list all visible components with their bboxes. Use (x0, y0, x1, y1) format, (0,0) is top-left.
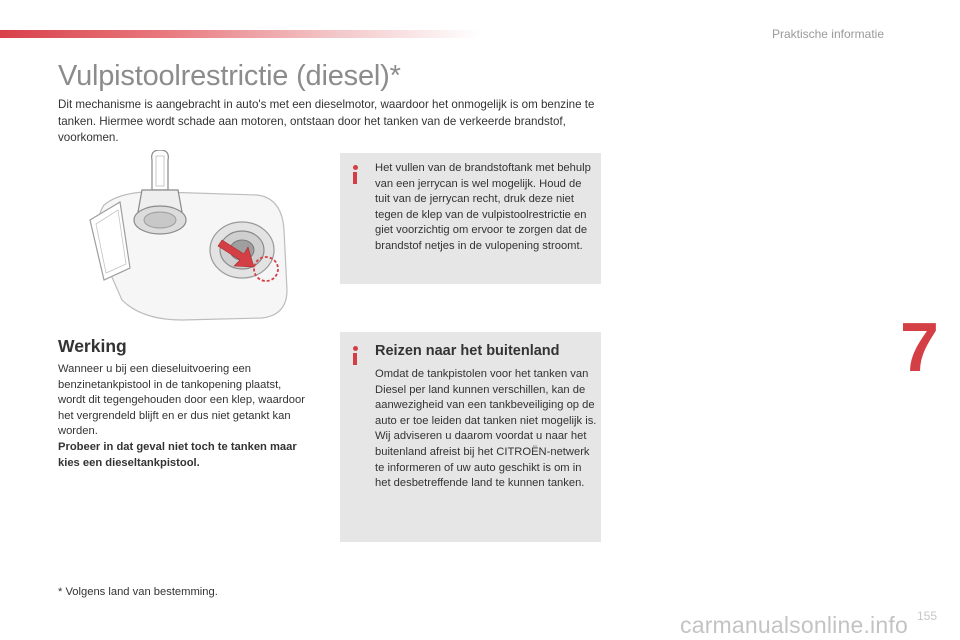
info-icon (350, 165, 360, 185)
footnote: * Volgens land van bestemming. (58, 586, 218, 598)
page-title: Vulpistoolrestrictie (diesel)* (58, 60, 401, 92)
chapter-number: 7 (900, 308, 939, 386)
info-icon (350, 346, 360, 366)
watermark: carmanualsonline.info (680, 612, 908, 638)
info-box-text: Het vullen van de brandstoftank met behulp van een jerrycan is wel mogelijk. Houd de tuit van de jerrycan recht, druk deze niet tegen de klep van de vulpistoolrestrictie en giet voorzichtig om ervoor te zorgen dat de brandstof netjes in de vulopening stroomt. (375, 162, 591, 252)
info-box-abroad (340, 332, 601, 542)
werking-body (58, 362, 308, 471)
info-box-heading: Reizen naar het buitenland (375, 343, 560, 359)
header-accent-bar (0, 30, 480, 38)
werking-heading: Werking (58, 336, 127, 356)
werking-text: Wanneer u bij een dieseluitvoering een benzinetankpistool in de tankopening plaatst, wordt dit tegengehouden door een klep, waardoor het vergrendeld blijft en er dus niet getankt kan worden. (58, 363, 305, 438)
intro-paragraph: Dit mechanisme is aangebracht in auto's met een dieselmotor, waardoor het onmogelijk is om benzine te tanken. Hiermee wordt schade aan motoren, ontstaan door het tanken van de verkeerde brandstof, voorkomen. (58, 98, 595, 144)
fuel-filler-illustration (82, 150, 292, 322)
werking-note: Probeer in dat geval niet toch te tanken maar kies een dieseltankpistool. (58, 440, 297, 469)
info-box-text: Omdat de tankpistolen voor het tanken van Diesel per land kunnen verschillen, kan de aanwezigheid van een tankbeveiliging op de auto er toe leiden dat tanken niet mogelijk is. Wij adviseren u daarom voordat u naar het buitenland afreist bij het CITROËN-netwerk te informeren of uw auto geschikt is om in het desbetreffende land te kunnen tanken. (375, 368, 597, 490)
info-box-jerrycan (340, 153, 601, 284)
page-number: 155 (916, 609, 937, 623)
section-header: Praktische informatie (771, 27, 884, 41)
